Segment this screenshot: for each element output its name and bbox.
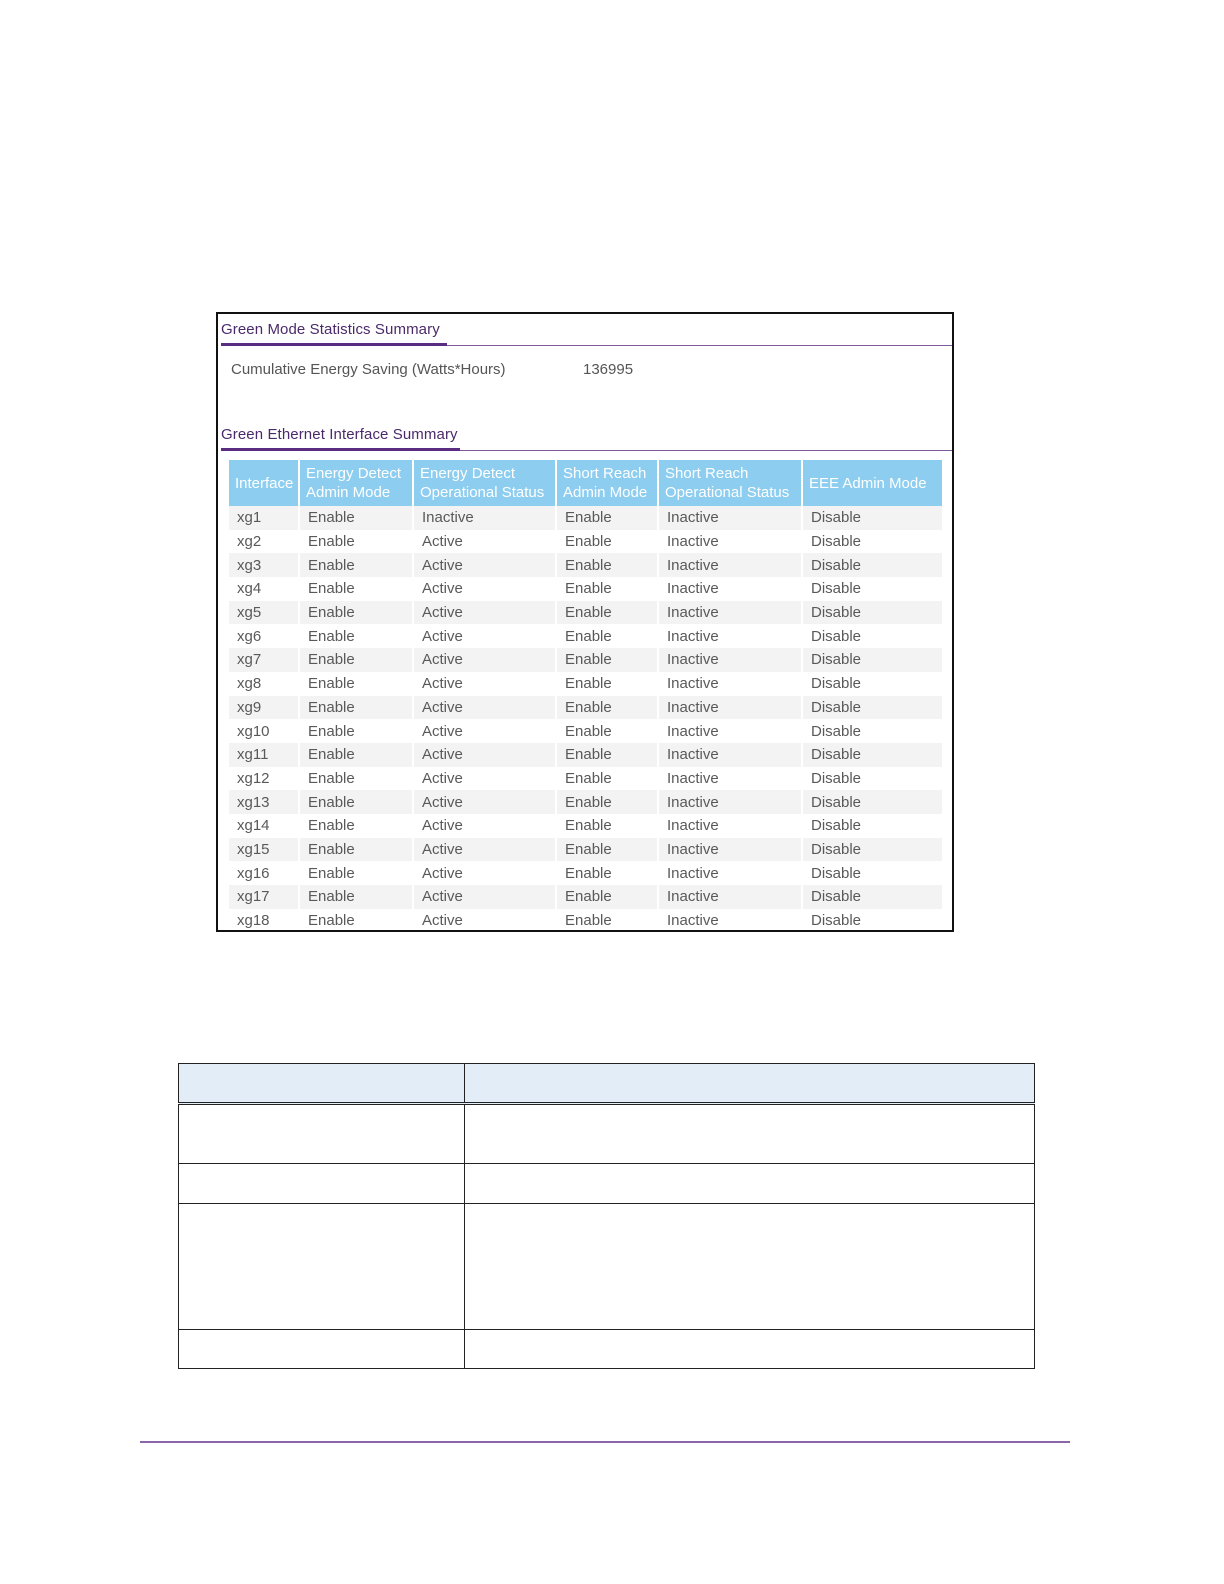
footer-rule [140,1441,1070,1443]
table-cell: Active [414,553,557,577]
table-cell: Disable [803,672,942,696]
table-cell: Active [414,814,557,838]
table-cell: Enable [300,506,414,530]
table-cell: Active [414,601,557,625]
table-cell: Disable [803,885,942,909]
table-row [229,696,942,720]
table-row [229,814,942,838]
column-header: Energy Detect Admin Mode [300,460,414,506]
table-cell: Active [414,719,557,743]
table-cell: Inactive [659,909,803,932]
table-cell: xg14 [229,814,300,838]
table-cell: Enable [557,624,659,648]
table-row [229,885,942,909]
table-cell: xg1 [229,506,300,530]
table-cell: Enable [557,719,659,743]
table-row [229,767,942,791]
table-cell: Enable [557,530,659,554]
table-cell: Disable [803,601,942,625]
table-cell: Enable [300,648,414,672]
table-cell: Enable [557,672,659,696]
table-cell: xg17 [229,885,300,909]
table-cell: Inactive [414,506,557,530]
stats-summary-accent [221,343,447,346]
table-cell: xg9 [229,696,300,720]
column-header: Energy Detect Operational Status [414,460,557,506]
table-cell: Disable [803,838,942,862]
table-cell: Disable [803,624,942,648]
table-cell: Inactive [659,838,803,862]
table-cell: Active [414,648,557,672]
table-row [229,577,942,601]
table-row [229,601,942,625]
table-cell: Enable [300,909,414,932]
table-cell: xg6 [229,624,300,648]
table-cell: Enable [557,506,659,530]
table-cell: xg4 [229,577,300,601]
table-cell: Disable [803,506,942,530]
table-cell: Inactive [659,530,803,554]
table-cell: xg3 [229,553,300,577]
table-cell: Disable [803,648,942,672]
table-row [229,672,942,696]
table-cell: Enable [557,814,659,838]
table-cell: Enable [557,767,659,791]
table-cell: xg15 [229,838,300,862]
table-cell: Enable [557,648,659,672]
description-row [179,1164,1035,1204]
table-cell: Enable [300,553,414,577]
description-row [179,1204,1035,1330]
table-cell: Enable [300,624,414,648]
table-cell: Disable [803,861,942,885]
table-cell: Active [414,885,557,909]
stats-summary-title: Green Mode Statistics Summary [221,321,440,338]
table-cell: Disable [803,909,942,932]
table-cell: Enable [300,885,414,909]
table-cell: Inactive [659,743,803,767]
table-cell: Active [414,743,557,767]
table-cell: Enable [300,814,414,838]
table-cell: Enable [557,838,659,862]
table-cell: xg8 [229,672,300,696]
table-cell: Inactive [659,672,803,696]
table-cell: xg13 [229,790,300,814]
table-cell: xg18 [229,909,300,932]
column-header: Short Reach Admin Mode [557,460,659,506]
table-cell: Disable [803,814,942,838]
table-cell: xg12 [229,767,300,791]
description-table [178,1063,1035,1369]
table-row [229,719,942,743]
table-cell: Enable [300,696,414,720]
table-cell: Inactive [659,696,803,720]
table-cell: Enable [300,743,414,767]
table-cell: Active [414,530,557,554]
table-cell: Enable [300,719,414,743]
table-cell: Active [414,767,557,791]
table-cell: Inactive [659,790,803,814]
column-header: Interface [229,460,300,506]
table-row [229,743,942,767]
table-cell: xg5 [229,601,300,625]
table-row [229,790,942,814]
table-header-row [229,460,942,506]
table-cell: Inactive [659,767,803,791]
table-cell: xg16 [229,861,300,885]
column-header: EEE Admin Mode [803,460,942,506]
table-cell: Active [414,696,557,720]
table-cell: xg10 [229,719,300,743]
table-row [229,553,942,577]
table-cell: Inactive [659,506,803,530]
table-cell: Inactive [659,719,803,743]
interface-summary-accent [221,448,460,451]
table-cell: xg2 [229,530,300,554]
interface-summary-title: Green Ethernet Interface Summary [221,426,458,443]
description-row [179,1330,1035,1369]
table-cell: Disable [803,530,942,554]
table-cell: xg11 [229,743,300,767]
interface-summary-table [229,460,942,932]
table-row [229,648,942,672]
table-cell: Active [414,861,557,885]
table-cell: Enable [557,790,659,814]
table-cell: Disable [803,767,942,791]
table-cell: Inactive [659,814,803,838]
table-cell: Disable [803,790,942,814]
table-row [229,506,942,530]
table-cell: Active [414,909,557,932]
table-cell: Enable [557,553,659,577]
description-header-field [179,1064,465,1104]
table-cell: Inactive [659,577,803,601]
cumulative-energy-label: Cumulative Energy Saving (Watts*Hours) [231,361,506,378]
table-row [229,909,942,932]
table-cell: Inactive [659,553,803,577]
table-cell: Disable [803,553,942,577]
table-body [229,506,942,932]
table-cell: Inactive [659,601,803,625]
table-row [229,838,942,862]
table-cell: Disable [803,719,942,743]
table-cell: Enable [557,577,659,601]
table-cell: Enable [557,909,659,932]
table-row [229,861,942,885]
table-cell: Inactive [659,861,803,885]
table-cell: xg7 [229,648,300,672]
table-cell: Active [414,577,557,601]
table-cell: Enable [557,861,659,885]
table-cell: Enable [557,601,659,625]
column-header: Short Reach Operational Status [659,460,803,506]
table-cell: Enable [300,577,414,601]
table-cell: Enable [300,672,414,696]
table-cell: Disable [803,577,942,601]
table-cell: Active [414,672,557,696]
table-cell: Enable [300,838,414,862]
table-cell: Disable [803,696,942,720]
table-cell: Active [414,838,557,862]
table-cell: Enable [557,696,659,720]
table-cell: Active [414,624,557,648]
table-cell: Enable [300,861,414,885]
table-cell: Enable [300,767,414,791]
table-cell: Inactive [659,648,803,672]
description-header-row [179,1064,1035,1104]
table-row [229,624,942,648]
table-cell: Active [414,790,557,814]
table-cell: Disable [803,743,942,767]
table-cell: Enable [300,790,414,814]
table-cell: Enable [300,530,414,554]
description-row [179,1104,1035,1164]
description-header-description [465,1064,1035,1104]
table-cell: Enable [557,743,659,767]
cumulative-energy-value: 136995 [583,361,634,378]
table-cell: Enable [300,601,414,625]
table-cell: Enable [557,885,659,909]
table-cell: Inactive [659,885,803,909]
table-cell: Inactive [659,624,803,648]
green-mode-screenshot [216,312,954,932]
table-row [229,530,942,554]
